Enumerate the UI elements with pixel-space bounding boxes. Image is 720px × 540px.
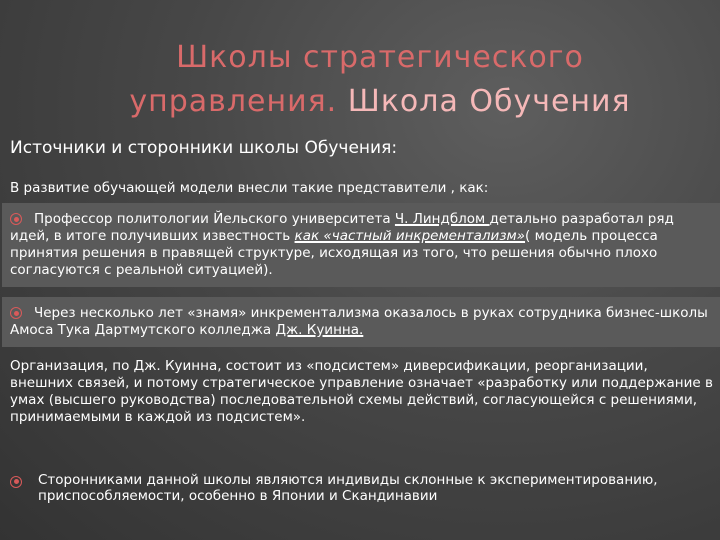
bullet-icon <box>10 476 22 488</box>
title-line-1: Школы стратегического <box>176 40 584 75</box>
section-subheading: Источники и сторонники школы Обучения: <box>10 138 398 158</box>
title-line-2-accent: Школа Обучения <box>347 84 631 119</box>
bullet1-part-3: ( модель процесса принятия решения в правящей структуре, исходящая из того, что решения обычно плохо согласуются с реальной ситуацией). <box>10 228 658 278</box>
bullet1-part-2: детально разработал ряд идей, в итоге получивших известность <box>10 211 674 244</box>
bullet-icon <box>10 307 22 319</box>
intro-text: В развитие обучающей модели внесли такие представители , как: <box>10 180 489 196</box>
bullet-quinn <box>2 297 720 347</box>
bullet1-part-1: Профессор политологии Йельского университета <box>34 211 395 227</box>
bullet-icon <box>10 213 22 225</box>
bullet-supporters <box>10 472 715 504</box>
bullet2-part-1: Через несколько лет «знамя» инкрементализма оказалось в руках сотрудника бизнес-школы Амоса Тука Дартмутского колледжа <box>10 305 708 338</box>
title-line-2-part-a: управления. <box>129 84 348 119</box>
slide-title <box>0 36 720 124</box>
incrementalism-term: как «частный инкрементализм» <box>294 228 526 244</box>
bullet-lindblom <box>2 203 720 287</box>
bullet3-text: Сторонниками данной школы являются индивиды склонные к экспериментированию, приспособляемости, особенно в Японии и Скандинавии <box>38 472 658 504</box>
lindblom-name: Ч. Линдблом <box>394 211 490 227</box>
quinn-name: Дж. Куинна. <box>275 322 364 338</box>
organization-paragraph: Организация, по Дж. Куинна, состоит из «подсистем» диверсификации, реорганизации, внешних связей, и потому стратегическое управление означает «разработку или поддержание в умах (высшего руководства) последовательной схемы действий, согласующейся с решениями, принимаемыми в каждой из подсистем». <box>10 358 713 425</box>
title-line-2 <box>0 80 720 124</box>
